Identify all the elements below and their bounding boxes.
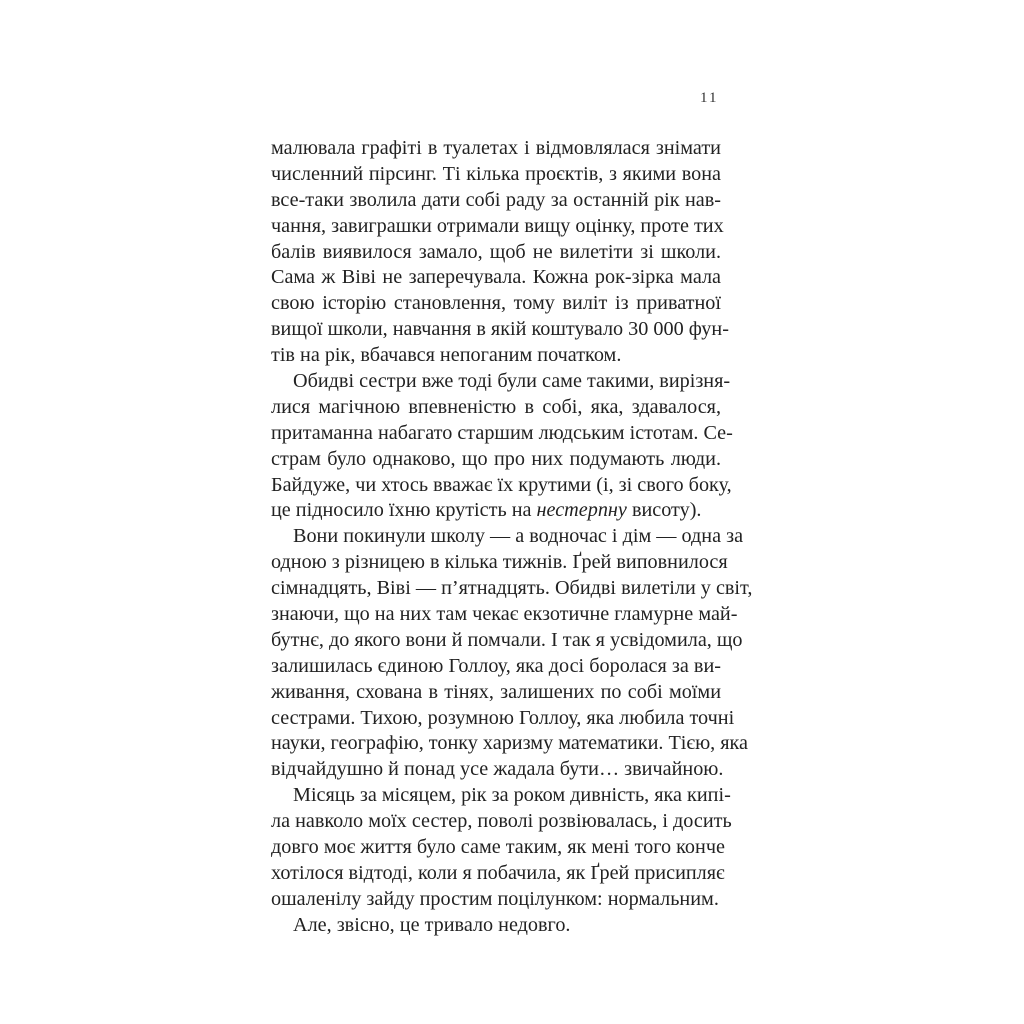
text-line: залишилась єдиною Голлоу, яка досі боролася за ви-: [271, 654, 721, 677]
text-line: все-таки зволила дати собі раду за останній рік нав-: [271, 188, 721, 211]
text-line: хотілося відтоді, коли я побачила, як Ґрей присипляє: [271, 861, 725, 884]
text-segment: це підносило їхню крутість на: [271, 499, 537, 522]
text-line: живання, схована в тінях, залишених по собі моїми: [271, 680, 721, 703]
text-line: науки, географію, тонку харизму математики. Тією, яка: [271, 732, 748, 755]
text-line: лися магічною впевненістю в собі, яка, здавалося,: [271, 395, 721, 418]
text-line: довго моє життя було саме таким, як мені того конче: [271, 836, 725, 859]
text-line: численний пірсинг. Ті кілька проєктів, з якими вона: [271, 162, 721, 185]
text-line: малювала графіті в туалетах і відмовлялася знімати: [271, 137, 721, 159]
text-line: тів на рік, вбачався непоганим початком.: [271, 344, 622, 367]
text-line: притаманна набагато старшим людським істотам. Се-: [271, 421, 733, 444]
text-line: вищої школи, навчання в якій коштувало 30 000 фун-: [271, 318, 729, 341]
text-line: ошаленілу зайду простим поцілунком: нормальним.: [271, 887, 719, 910]
text-line: [271, 498, 721, 524]
text-line: бутнє, до якого вони й помчали. І так я усвідомила, що: [271, 628, 743, 651]
text-line: Місяць за місяцем, рік за роком дивність, яка кипі-: [293, 784, 731, 807]
text-line: Але, звісно, це тривало недовго.: [293, 913, 571, 936]
text-line: сімнадцять, Віві — п’ятнадцять. Обидві вилетіли у світ,: [271, 577, 753, 600]
body-text: [271, 136, 753, 939]
text-line: відчайдушно й понад усе жадала бути… звичайною.: [271, 758, 724, 781]
text-segment: висоту).: [626, 499, 702, 522]
text-line: страм було однаково, що про них подумають люди.: [271, 447, 721, 470]
text-line: Сама ж Віві не заперечувала. Кожна рок-зірка мала: [271, 266, 721, 289]
page-number: 11: [700, 90, 719, 106]
text-line: знаючи, що на них там чекає екзотичне гламурне май-: [271, 603, 738, 626]
text-line: чання, завиграшки отримали вищу оцінку, проте тих: [271, 214, 724, 237]
text-line: сестрами. Тихою, розумною Голлоу, яка любила точні: [271, 706, 735, 729]
text-line: Вони покинули школу — а водночас і дім — одна за: [293, 525, 744, 548]
text-line: свою історію становлення, тому виліт із приватної: [271, 292, 721, 315]
text-line: ла навколо моїх сестер, поволі розвіювалась, і досить: [271, 810, 732, 833]
text-line: Обидві сестри вже тоді були саме такими, вирізня-: [293, 370, 731, 393]
text-line: Байдуже, чи хтось вважає їх крутими (і, зі свого боку,: [271, 473, 732, 496]
text-line: балів виявилося замало, щоб не вилетіти зі школи.: [271, 240, 721, 263]
italic-word: нестерпну: [536, 499, 627, 522]
text-line: одною з різницею в кілька тижнів. Ґрей виповнилося: [271, 551, 728, 574]
